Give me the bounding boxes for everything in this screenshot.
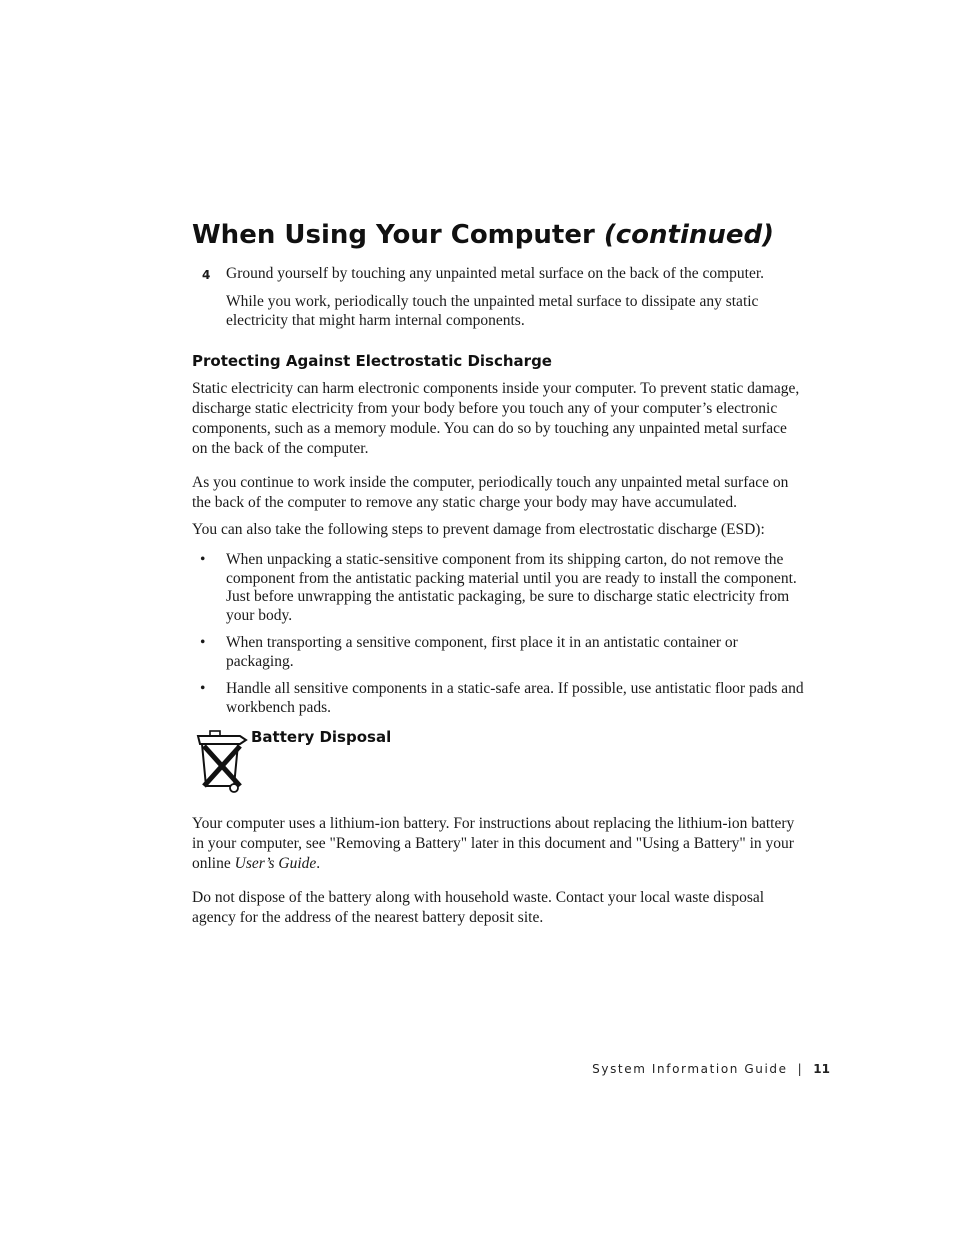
page-title [192,220,774,250]
page-footer [592,1062,830,1076]
footer-separator: | [797,1062,804,1076]
crossed-out-wheelie-bin-icon [196,730,248,794]
battery-paragraph-1 [192,814,802,874]
esd-paragraph-3: You can also take the following steps to prevent damage from electrostatic discharge (ESD): [192,521,765,538]
list-item-text: Handle all sensitive components in a static-safe area. If possible, use antistatic floor pads and workbench pads. [226,680,804,716]
bullet-marker: • [200,680,206,697]
list-item [192,551,804,625]
footer-guide-title: System Information Guide [592,1062,788,1076]
step-4-note: While you work, periodically touch the unpainted metal surface to dissipate any static electricity that might harm internal components. [226,293,759,329]
step-number: 4 [202,268,211,282]
battery-paragraph-2: Do not dispose of the battery along with household waste. Contact your local waste disposal agency for the address of the nearest battery deposit site. [192,889,765,926]
list-item-text: When unpacking a static-sensitive component from its shipping carton, do not remove the component from the antistatic packing material until you are ready to install the component. Just before unwrapping the antistatic packaging, be sure to discharge static electricity from your body. [226,551,797,624]
esd-paragraph-1: Static electricity can harm electronic components inside your computer. To prevent static damage, discharge static electricity from your body before you touch any of your computer’s electronic components, such as a memory module. You can do so by touching any unpainted metal surface on the back of the computer. [192,380,800,457]
list-item [192,680,804,717]
bullet-marker: • [200,634,206,651]
esd-paragraph-2: As you continue to work inside the computer, periodically touch any unpainted metal surface on the back of the computer to remove any static charge your body may have accumulated. [192,474,789,511]
battery-heading: Battery Disposal [251,728,392,746]
esd-bullet-list [192,551,804,726]
step-text: Ground yourself by touching any unpainted metal surface on the back of the computer. [226,265,765,282]
bullet-marker: • [200,551,206,568]
page-title-main: When Using Your Computer [192,220,595,250]
battery-paragraph-1-end: . [316,855,321,872]
list-item [192,634,804,671]
page-title-continued: (continued) [603,220,775,250]
esd-heading: Protecting Against Electrostatic Discharge [192,352,552,370]
list-item-text: When transporting a sensitive component, first place it in an antistatic container or packaging. [226,634,738,670]
battery-paragraph-1-text: Your computer uses a lithium-ion battery. For instructions about replacing the lithium-ion battery in your computer, see "Removing a Battery" later in this document and "Using a Battery" in your online [192,815,795,872]
page-number: 11 [813,1062,830,1076]
users-guide-title: User’s Guide [234,855,317,872]
